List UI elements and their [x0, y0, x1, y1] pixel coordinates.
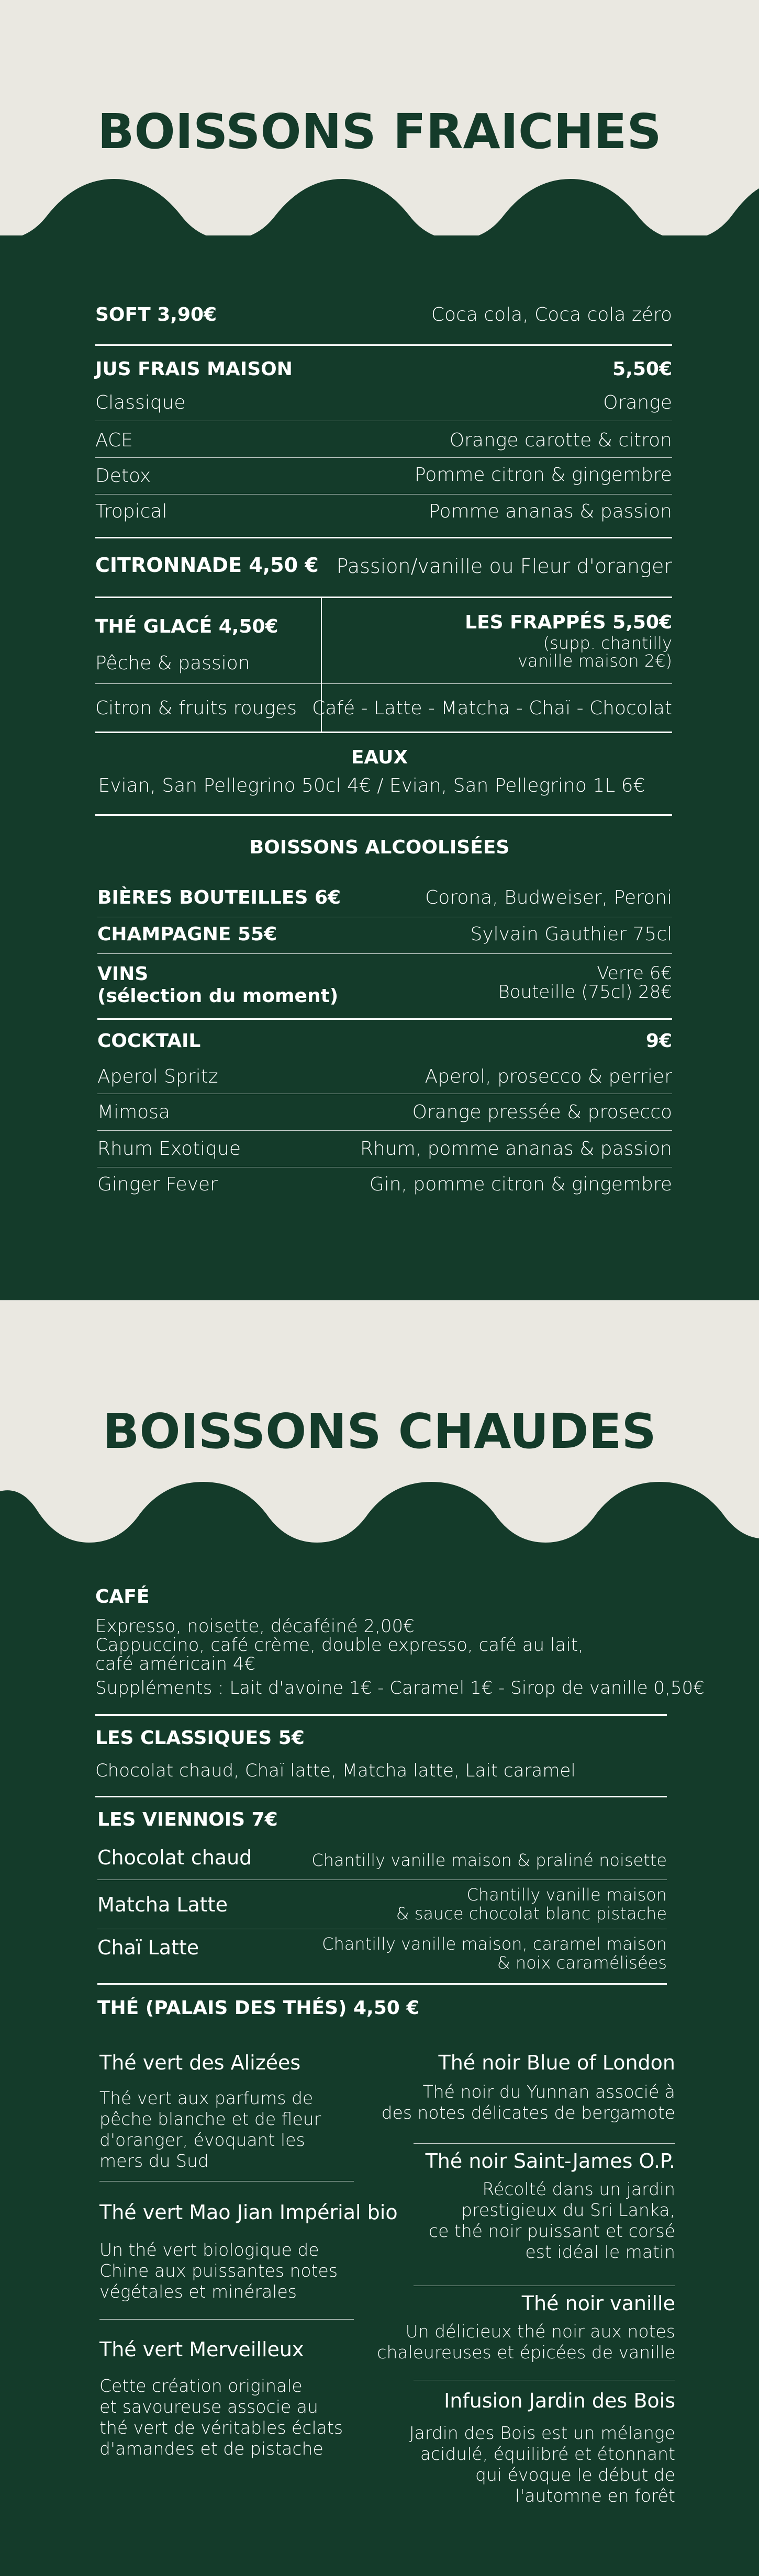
- eaux-desc: Evian, San Pellegrino 50cl 4€ / Evian, San Pellegrino 1L 6€: [98, 775, 645, 796]
- the-glace-label: THÉ GLACÉ 4,50€: [95, 616, 278, 637]
- the-desc: Jardin des Bois est un mélange: [409, 2423, 675, 2443]
- divider: [97, 1983, 667, 1985]
- the-name: Thé vert Merveilleux: [99, 2338, 304, 2361]
- the-desc: acidulé, équilibré et étonnant: [420, 2444, 675, 2464]
- cocktail-row-name: Ginger Fever: [97, 1174, 218, 1195]
- viennois-row-name: Chocolat chaud: [97, 1846, 252, 1869]
- the-desc: Thé noir du Yunnan associé à: [422, 2082, 675, 2102]
- scallop-divider: [0, 1481, 759, 1554]
- classiques-label: LES CLASSIQUES 5€: [95, 1727, 305, 1749]
- the-name: Thé vert Mao Jian Impérial bio: [99, 2201, 398, 2224]
- divider: [95, 732, 672, 733]
- citronnade-desc: Passion/vanille ou Fleur d'oranger: [336, 555, 672, 578]
- the-desc: pêche blanche et de fleur: [99, 2109, 321, 2129]
- the-desc: est idéal le matin: [525, 2242, 675, 2262]
- soft-desc: Coca cola, Coca cola zéro: [431, 304, 672, 325]
- divider: [95, 537, 672, 538]
- cafe-supplements: Suppléments : Lait d'avoine 1€ - Caramel 1€ - Sirop de vanille 0,50€: [95, 1678, 705, 1698]
- viennois-row-desc: Chantilly vanille maison & praliné noisette: [311, 1850, 667, 1870]
- the-name: Infusion Jardin des Bois: [444, 2389, 675, 2412]
- the-glace-row: Pêche & passion: [95, 653, 250, 674]
- divider: [97, 1130, 672, 1131]
- vins-desc: Bouteille (75cl) 28€: [498, 982, 672, 1003]
- jus-row-name: Classique: [95, 392, 186, 413]
- the-desc: Un thé vert biologique de: [99, 2240, 319, 2260]
- the-desc: des notes délicates de bergamote: [381, 2102, 675, 2123]
- frappes-note: vanille maison 2€): [518, 651, 672, 671]
- citronnade-label: CITRONNADE 4,50 €: [95, 554, 319, 577]
- the-glace-row: Citron & fruits rouges: [95, 698, 297, 719]
- the-desc: ce thé noir puissant et corsé: [428, 2221, 675, 2241]
- cocktail-row-desc: Orange pressée & prosecco: [412, 1101, 672, 1123]
- vins-label: VINS: [97, 963, 149, 985]
- the-name: Thé noir Saint-James O.P.: [425, 2150, 675, 2173]
- divider: [95, 1714, 667, 1716]
- cocktail-row-name: Rhum Exotique: [97, 1138, 241, 1160]
- cafe-line: café américain 4€: [95, 1653, 256, 1674]
- bieres-label: BIÈRES BOUTEILLES 6€: [97, 887, 341, 908]
- viennois-row-name: Chaï Latte: [97, 1936, 199, 1959]
- the-desc: Récolté dans un jardin: [482, 2179, 675, 2199]
- jus-row-desc: Pomme ananas & passion: [429, 501, 672, 522]
- cocktail-row-name: Aperol Spritz: [97, 1066, 218, 1087]
- viennois-label: LES VIENNOIS 7€: [97, 1809, 278, 1830]
- divider: [95, 597, 672, 598]
- the-desc: prestigieux du Sri Lanka,: [461, 2200, 675, 2220]
- the-name: Thé vert des Alizées: [99, 2051, 301, 2074]
- soft-label: SOFT 3,90€: [95, 304, 217, 325]
- cocktail-row-desc: Aperol, prosecco & perrier: [425, 1066, 672, 1087]
- divider: [95, 1796, 667, 1797]
- frappes-note: (supp. chantilly: [543, 633, 672, 653]
- jus-row-desc: Orange carotte & citron: [449, 430, 672, 451]
- the-desc: et savoureuse associe au: [99, 2397, 318, 2417]
- jus-price: 5,50€: [612, 358, 672, 380]
- classiques-desc: Chocolat chaud, Chaï latte, Matcha latte, Lait caramel: [95, 1760, 576, 1781]
- divider: [95, 344, 672, 346]
- alcool-label: BOISSONS ALCOOLISÉES: [249, 837, 510, 858]
- bieres-desc: Corona, Budweiser, Peroni: [425, 887, 672, 908]
- divider: [95, 457, 672, 458]
- jus-row-name: Detox: [95, 465, 151, 487]
- jus-row-desc: Pomme citron & gingembre: [414, 464, 672, 486]
- vins-sublabel: (sélection du moment): [97, 985, 339, 1007]
- the-desc: végétales et minérales: [99, 2281, 297, 2302]
- the-desc: thé vert de véritables éclats: [99, 2417, 343, 2438]
- the-desc: Un délicieux thé noir aux notes: [405, 2321, 675, 2342]
- divider: [414, 2143, 675, 2144]
- the-desc: d'oranger, évoquant les: [99, 2130, 305, 2150]
- divider: [99, 2319, 354, 2320]
- viennois-row-desc: & sauce chocolat blanc pistache: [396, 1904, 667, 1923]
- jus-row-desc: Orange: [603, 392, 672, 413]
- cocktail-row-desc: Gin, pomme citron & gingembre: [369, 1174, 672, 1195]
- frappes-label: LES FRAPPÉS 5,50€: [465, 612, 672, 633]
- the-name: Thé noir Blue of London: [438, 2051, 675, 2074]
- viennois-row-name: Matcha Latte: [97, 1893, 228, 1916]
- the-desc: Chine aux puissantes notes: [99, 2260, 338, 2281]
- page-title-chaudes: BOISSONS CHAUDES: [103, 1403, 656, 1459]
- frappes-list: Café - Latte - Matcha - Chaï - Chocolat: [312, 698, 672, 719]
- champagne-desc: Sylvain Gauthier 75cl: [470, 924, 672, 945]
- page-title-fraiches: BOISSONS FRAICHES: [97, 104, 662, 160]
- jus-row-name: ACE: [95, 430, 133, 451]
- cafe-line: Cappuccino, café crème, double expresso, café au lait,: [95, 1635, 584, 1656]
- cocktail-label: COCKTAIL: [97, 1030, 201, 1052]
- the-desc: Cette création originale: [99, 2376, 303, 2396]
- divider: [97, 953, 672, 954]
- champagne-label: CHAMPAGNE 55€: [97, 924, 277, 945]
- cafe-label: CAFÉ: [95, 1586, 150, 1607]
- cocktail-row-name: Mimosa: [97, 1101, 170, 1123]
- cocktail-row-desc: Rhum, pomme ananas & passion: [360, 1138, 672, 1160]
- the-desc: d'amandes et de pistache: [99, 2438, 323, 2459]
- thes-label: THÉ (PALAIS DES THÉS) 4,50 €: [97, 1997, 420, 2019]
- the-desc: mers du Sud: [99, 2151, 209, 2171]
- the-desc: Thé vert aux parfums de: [99, 2088, 314, 2108]
- the-name: Thé noir vanille: [521, 2292, 675, 2315]
- divider: [95, 814, 672, 816]
- the-desc: chaleureuses et épicées de vanille: [377, 2342, 675, 2363]
- viennois-row-desc: & noix caramélisées: [497, 1953, 667, 1973]
- jus-row-name: Tropical: [95, 501, 168, 522]
- cocktail-price: 9€: [645, 1030, 672, 1052]
- divider: [95, 683, 321, 684]
- vins-desc: Verre 6€: [597, 963, 672, 984]
- the-desc: l'automne en forêt: [515, 2485, 675, 2506]
- the-desc: qui évoque le début de: [475, 2465, 675, 2485]
- divider: [97, 1018, 672, 1020]
- viennois-row-desc: Chantilly vanille maison, caramel maison: [322, 1934, 667, 1954]
- viennois-row-desc: Chantilly vanille maison: [466, 1885, 667, 1905]
- cafe-line: Expresso, noisette, décaféiné 2,00€: [95, 1616, 415, 1637]
- divider: [322, 683, 672, 684]
- eaux-label: EAUX: [351, 747, 408, 768]
- jus-label: JUS FRAIS MAISON: [95, 358, 293, 380]
